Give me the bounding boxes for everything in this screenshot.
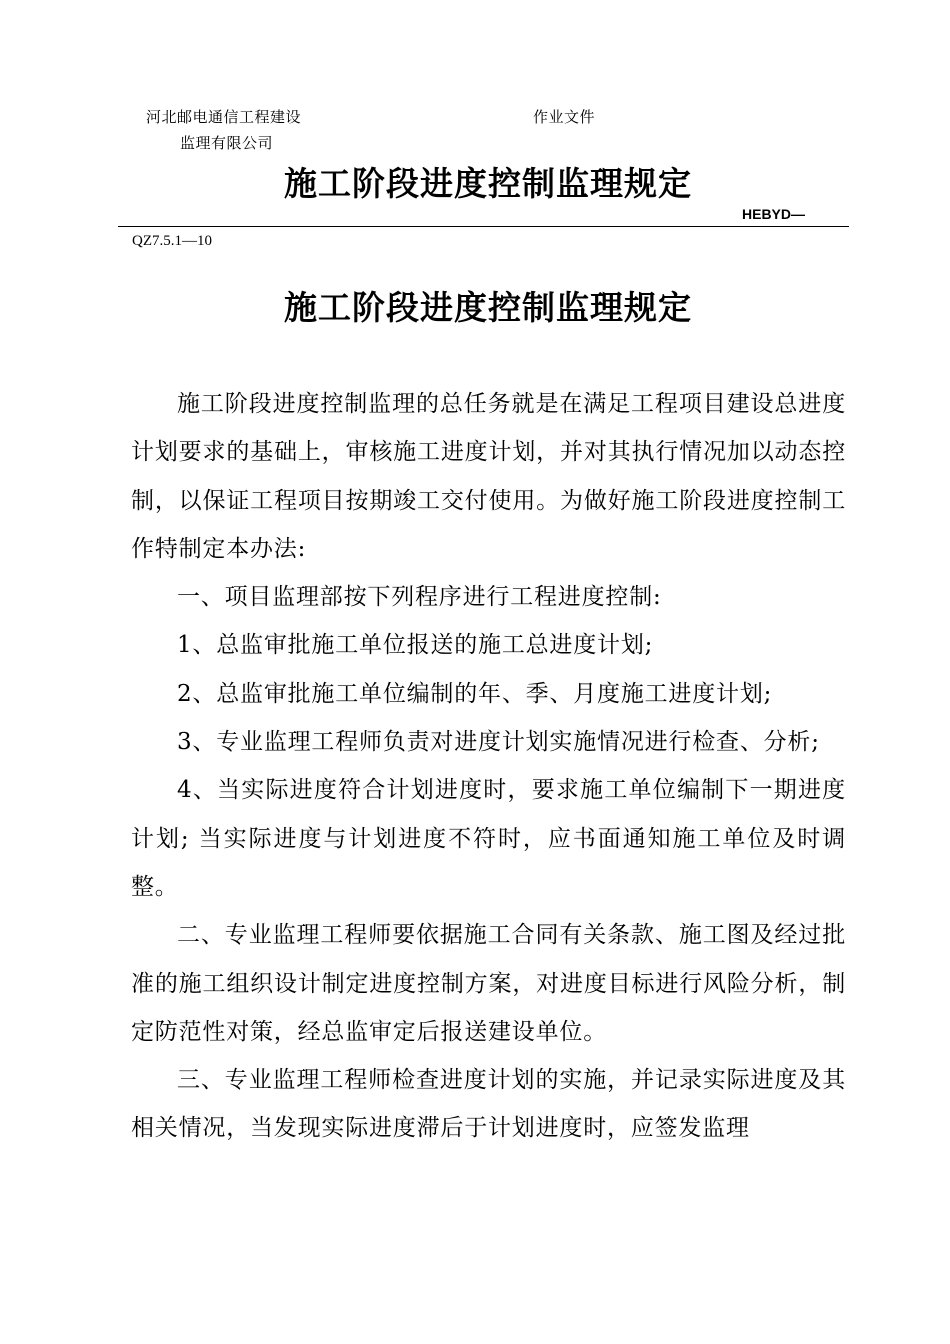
list-item-1: 1、总监审批施工单位报送的施工总进度计划; [177, 632, 654, 659]
section-one-heading: 一、项目监理部按下列程序进行工程进度控制: [177, 584, 662, 611]
section-three-paragraph: 三、专业监理工程师检查进度计划的实施，并记录实际进度及其相关情况，当发现实际进度滞后于计划进度时，应签发监理 [131, 1067, 846, 1142]
header-divider [118, 226, 849, 227]
header-title: 施工阶段进度控制监理规定 [284, 164, 692, 203]
section-two-paragraph: 二、专业监理工程师要依据施工合同有关条款、施工图及经过批准的施工组织设计制定进度控制方案，对进度目标进行风险分析，制定防范性对策，经总监审定后报送建设单位。 [131, 922, 846, 1045]
document-body [131, 380, 846, 1153]
list-item-3: 3、专业监理工程师负责对进度计划实施情况进行检查、分析; [177, 729, 820, 756]
company-name-line2: 监理有限公司 [180, 134, 274, 152]
document-title: 施工阶段进度控制监理规定 [284, 288, 692, 327]
company-name-line1: 河北邮电通信工程建设 [146, 108, 302, 126]
intro-paragraph: 施工阶段进度控制监理的总任务就是在满足工程项目建设总进度计划要求的基础上，审核施工进度计划，并对其执行情况加以动态控制，以保证工程项目按期竣工交付使用。为做好施工阶段进度控制工作特制定本办法: [131, 391, 846, 562]
list-item-4: 4、当实际进度符合计划进度时，要求施工单位编制下一期进度计划; 当实际进度与计划进度不符时，应书面通知施工单位及时调整。 [131, 777, 846, 900]
document-code-number: QZ7.5.1—10 [132, 233, 212, 249]
list-item-2: 2、总监审批施工单位编制的年、季、月度施工进度计划; [177, 680, 773, 707]
document-code-prefix: HEBYD— [742, 206, 806, 222]
document-type-label: 作业文件 [533, 108, 596, 126]
